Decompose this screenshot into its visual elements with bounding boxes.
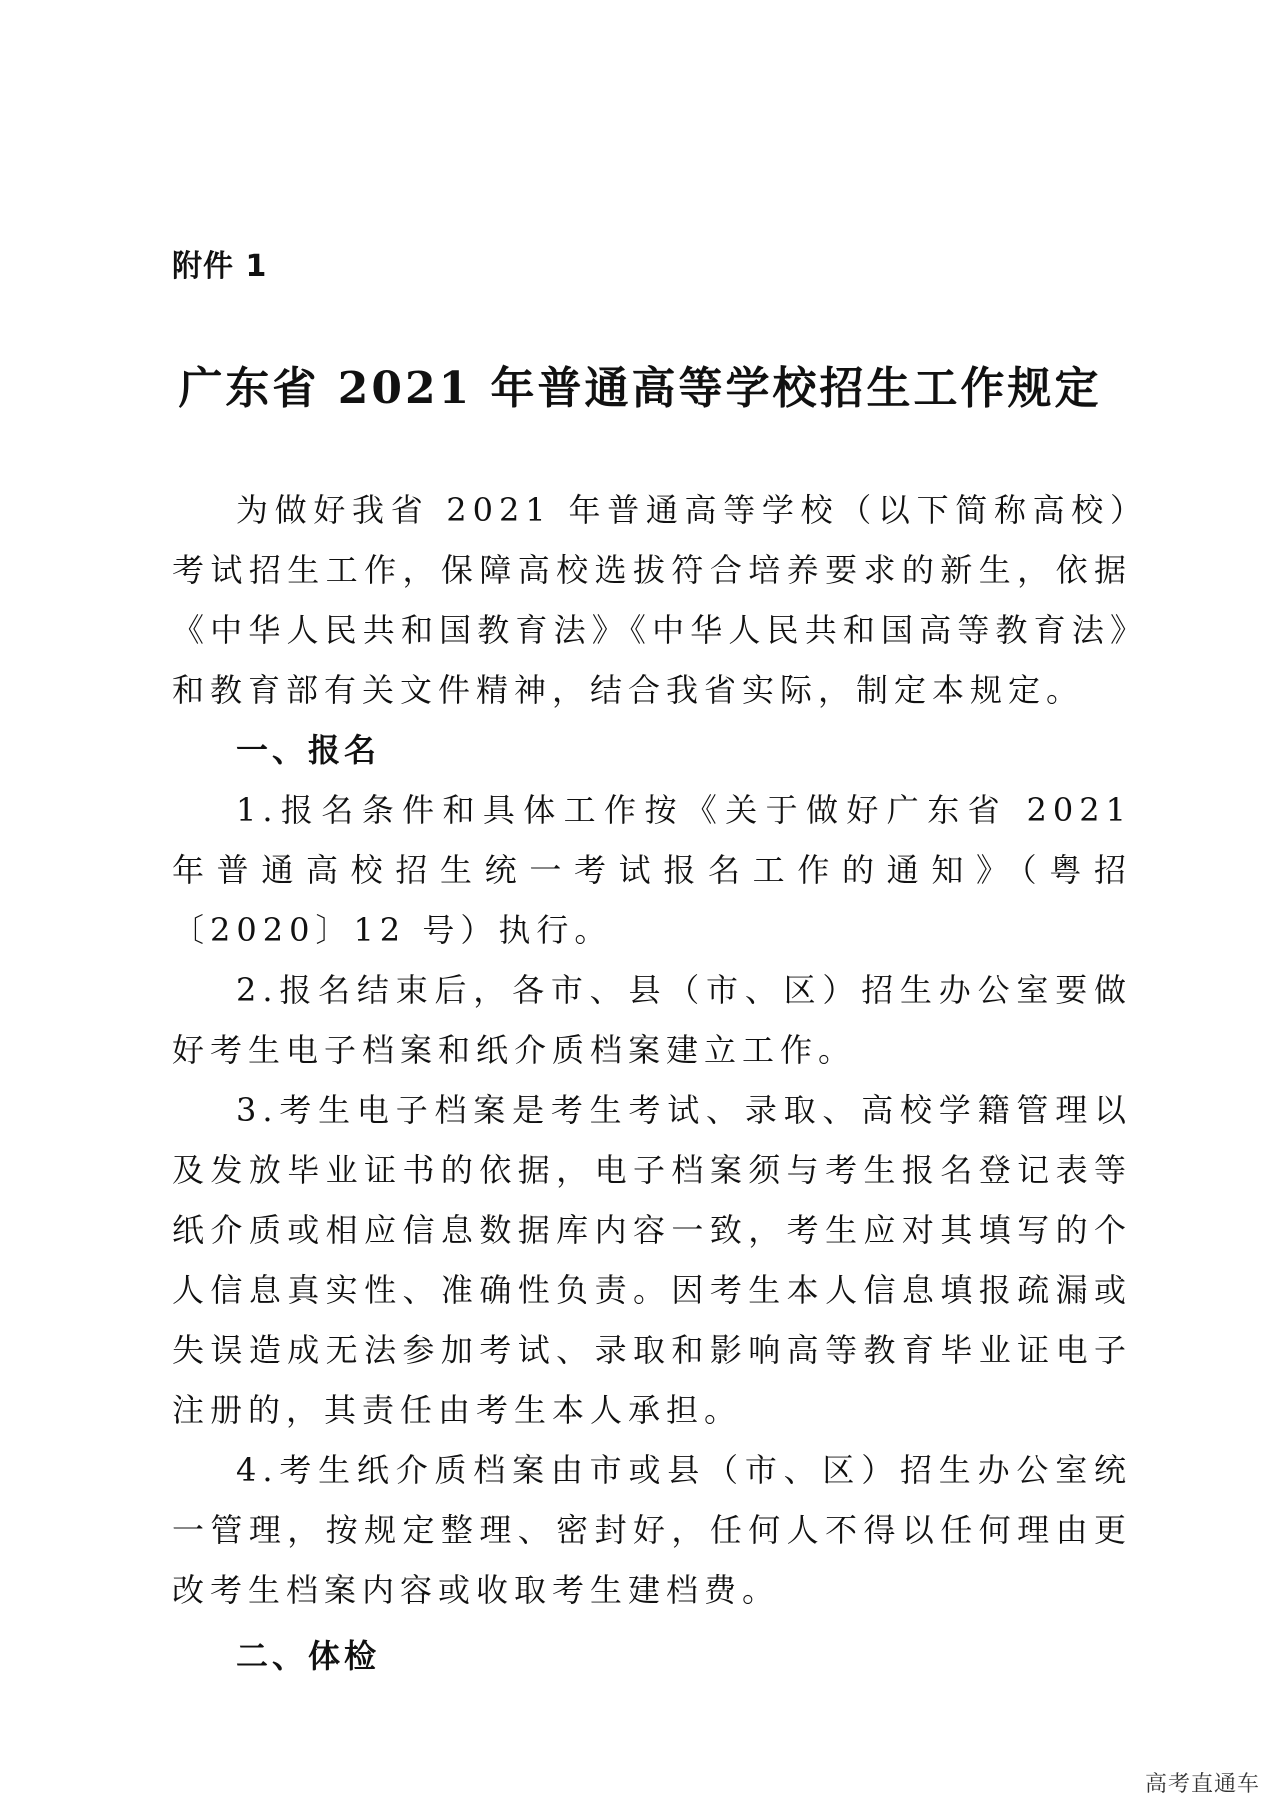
document-body bbox=[172, 480, 1132, 1686]
paragraph-item-2: 2.报名结束后，各市、县（市、区）招生办公室要做好考生电子档案和纸介质档案建立工作。 bbox=[172, 971, 1132, 1069]
section-heading-physical-exam: 二、体检 bbox=[236, 1637, 381, 1675]
attachment-label: 附件 1 bbox=[172, 249, 268, 284]
document-title: 广东省 2021 年普通高等学校招生工作规定 bbox=[178, 363, 1102, 414]
intro-paragraph: 为做好我省 2021 年普通高等学校（以下简称高校）考试招生工作，保障高校选拔符合培养要求的新生，依据《中华人民共和国教育法》《中华人民共和国高等教育法》和教育部有关文件精神，结合我省实际，制定本规定。 bbox=[172, 491, 1132, 709]
paragraph-item-3: 3.考生电子档案是考生考试、录取、高校学籍管理以及发放毕业证书的依据，电子档案须与考生报名登记表等纸介质或相应信息数据库内容一致，考生应对其填写的个人信息真实性、准确性负责。因考生本人信息填报疏漏或失误造成无法参加考试、录取和影响高等教育毕业证电子注册的，其责任由考生本人承担。 bbox=[172, 1091, 1132, 1429]
paragraph-item-4: 4.考生纸介质档案由市或县（市、区）招生办公室统一管理，按规定整理、密封好，任何人不得以任何理由更改考生档案内容或收取考生建档费。 bbox=[172, 1451, 1132, 1609]
section-heading-registration: 一、报名 bbox=[236, 731, 381, 769]
paragraph-item-1: 1.报名条件和具体工作按《关于做好广东省 2021 年普通高校招生统一考试报名工作的通知》（粤招〔2020〕12 号）执行。 bbox=[172, 791, 1132, 949]
watermark: 高考直通车 bbox=[1144, 1772, 1260, 1797]
